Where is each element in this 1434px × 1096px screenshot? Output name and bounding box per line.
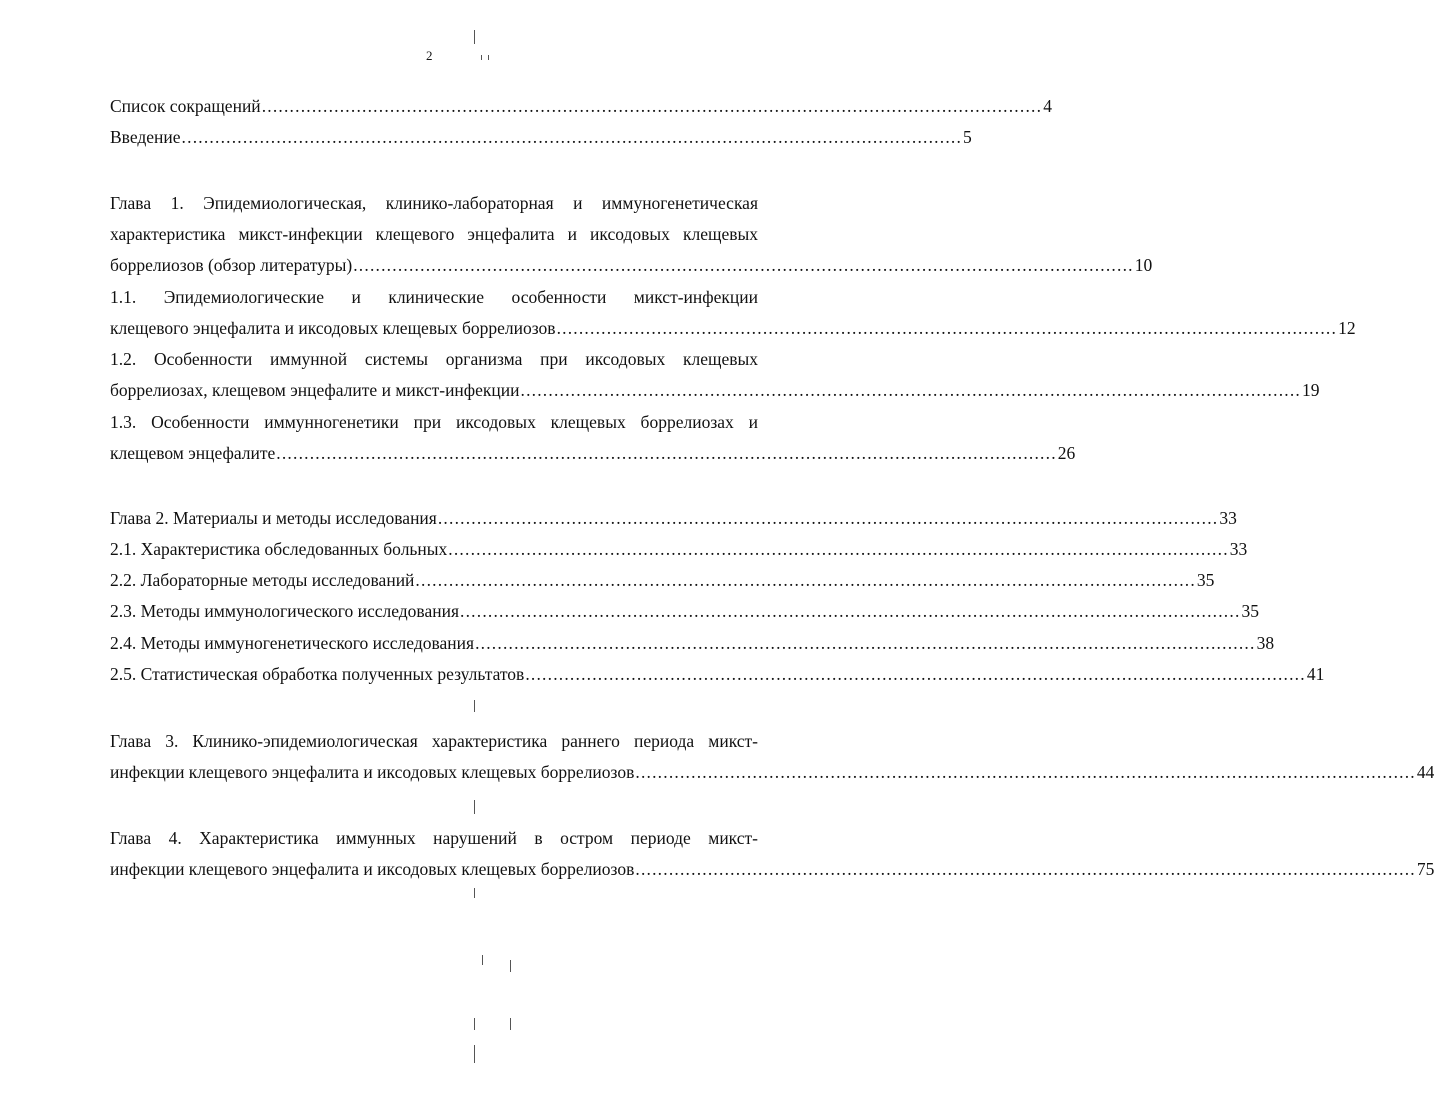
scan-mark [510, 960, 511, 972]
toc-entry-page: 19 [1302, 380, 1320, 400]
dot-leader: ............................................................................................................................................ [635, 762, 1416, 782]
scan-mark [474, 800, 475, 814]
toc-entry-last-line [110, 854, 1434, 885]
toc-entry-line: 1.2. Особенности иммунной системы организма при иксодовых клещевых [110, 349, 758, 369]
dot-leader: ............................................................................................................................................ [635, 859, 1416, 879]
toc-entry-title: боррелиозах, клещевом энцефалите и микст-инфекции [110, 380, 520, 400]
scan-mark [510, 1018, 511, 1030]
scan-mark [474, 30, 475, 44]
toc-entry-title: Список сокращений [110, 96, 261, 116]
toc-entry-line: Глава 4. Характеристика иммунных нарушений в остром периоде микст- [110, 828, 758, 848]
toc-entry-page: 35 [1196, 570, 1215, 590]
toc-entry-page: 33 [1219, 508, 1237, 528]
toc-entry-page: 75 [1416, 859, 1434, 879]
scan-mark [482, 955, 483, 965]
dot-leader: ............................................................................................................................................ [261, 96, 1043, 116]
toc-entry-page: 26 [1057, 443, 1076, 463]
dot-leader: ............................................................................................................................................ [460, 601, 1241, 621]
toc-entry-page: 33 [1229, 539, 1248, 559]
dot-leader: ............................................................................................................................................ [415, 570, 1196, 590]
toc-entry-title: клещевом энцефалите [110, 443, 276, 463]
toc-entry-section-2-5 [110, 659, 1325, 690]
toc-entry-page: 35 [1241, 601, 1260, 621]
dot-leader: ............................................................................................................................................ [448, 539, 1229, 559]
dot-leader: ............................................................................................................................................ [276, 443, 1057, 463]
toc-entry-title: Глава 2. Материалы и методы исследования [110, 508, 437, 528]
scan-mark [474, 700, 475, 712]
toc-entry-line: 1.1. Эпидемиологические и клинические особенности микст-инфекции [110, 287, 758, 307]
toc-entry-line: Глава 3. Клинико-эпидемиологическая характеристика раннего периода микст- [110, 731, 758, 751]
dot-leader: ............................................................................................................................................ [556, 318, 1338, 338]
toc-entry-page: 38 [1256, 633, 1275, 653]
toc-entry-title: 2.3. Методы иммунологического исследования [110, 601, 460, 621]
dot-leader: ............................................................................................................................................ [475, 633, 1256, 653]
toc-entry-title: 2.2. Лабораторные методы исследований [110, 570, 415, 590]
toc-entry-page: 41 [1306, 664, 1325, 684]
toc-entry-section-2-2 [110, 565, 1215, 596]
toc-entry-section-2-3 [110, 596, 1260, 627]
toc-entry-title: инфекции клещевого энцефалита и иксодовых клещевых боррелиозов [110, 859, 635, 879]
toc-entry-title: клещевого энцефалита и иксодовых клещевых боррелиозов [110, 318, 556, 338]
scan-mark [474, 1018, 475, 1030]
toc-entry-page: 4 [1043, 96, 1052, 116]
toc-entry-line: 1.3. Особенности иммунногенетики при иксодовых клещевых боррелиозах и [110, 412, 758, 432]
dot-leader: ............................................................................................................................................ [520, 380, 1301, 400]
scan-mark [481, 55, 482, 60]
toc-entry-title: 2.4. Методы иммуногенетического исследования [110, 633, 475, 653]
scan-mark [474, 888, 475, 898]
dot-leader: ............................................................................................................................................ [437, 508, 1219, 528]
page-number: 2 [426, 48, 433, 63]
toc-entry-introduction [110, 122, 972, 153]
scan-mark [488, 55, 489, 60]
toc-entry-page: 10 [1134, 255, 1153, 275]
toc-entry-line: характеристика микст-инфекции клещевого энцефалита и иксодовых клещевых [110, 224, 758, 244]
toc-entry-title: Введение [110, 127, 181, 147]
toc-entry-last-line [110, 757, 1434, 788]
scan-mark [474, 1045, 475, 1063]
toc-entry-title: боррелиозов (обзор литературы) [110, 255, 353, 275]
toc-entry-section-2-4 [110, 628, 1275, 659]
toc-entry-page: 44 [1416, 762, 1434, 782]
toc-entry-last-line [110, 250, 1153, 281]
toc-entry-chapter-2 [110, 503, 1237, 534]
toc-entry-page: 12 [1338, 318, 1356, 338]
dot-leader: ............................................................................................................................................ [181, 127, 963, 147]
toc-entry-page: 5 [963, 127, 972, 147]
toc-entry-title: инфекции клещевого энцефалита и иксодовых клещевых боррелиозов [110, 762, 635, 782]
toc-entry-title: 2.1. Характеристика обследованных больных [110, 539, 448, 559]
toc-entry-last-line [110, 313, 1356, 344]
dot-leader: ............................................................................................................................................ [353, 255, 1134, 275]
toc-entry-last-line [110, 375, 1320, 406]
dot-leader: ............................................................................................................................................ [525, 664, 1306, 684]
toc-entry-section-2-1 [110, 534, 1248, 565]
toc-entry-line: Глава 1. Эпидемиологическая, клинико-лабораторная и иммуногенетическая [110, 193, 758, 213]
toc-entry-last-line [110, 438, 1076, 469]
toc-entry-abbreviations [110, 91, 1052, 122]
toc-entry-title: 2.5. Статистическая обработка полученных результатов [110, 664, 525, 684]
